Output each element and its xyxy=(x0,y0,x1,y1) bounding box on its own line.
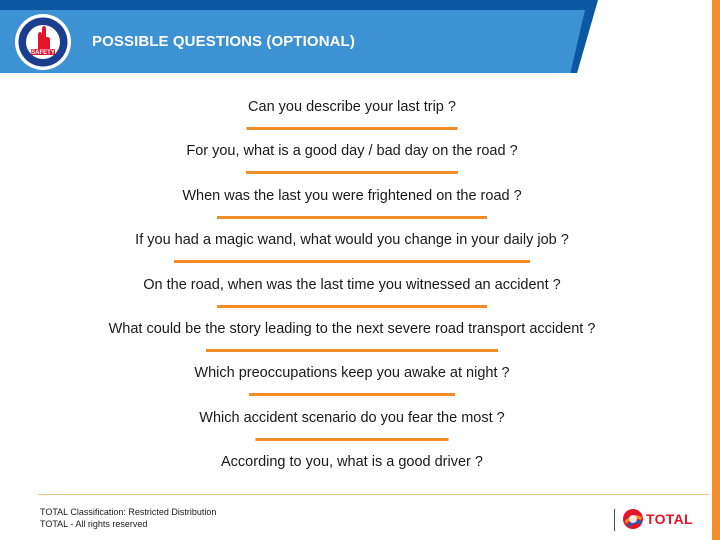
badge-label: SAFETY xyxy=(31,50,55,56)
question-item xyxy=(0,319,704,363)
total-logo-icon xyxy=(622,508,644,530)
question-text: Which preoccupations keep you awake at night ? xyxy=(194,365,510,382)
question-underline xyxy=(249,393,455,396)
question-underline xyxy=(174,260,530,263)
total-logo-word: TOTAL xyxy=(646,511,693,527)
side-accent-strip xyxy=(712,0,720,540)
question-text: According to you, what is a good driver ? xyxy=(221,454,483,471)
total-logo xyxy=(622,508,702,530)
footer-separator xyxy=(614,509,615,531)
question-underline xyxy=(256,438,449,441)
question-item xyxy=(0,230,704,274)
question-item xyxy=(0,97,704,141)
question-text: Which accident scenario do you fear the most ? xyxy=(199,409,505,426)
question-underline xyxy=(247,127,458,130)
footer-divider xyxy=(38,494,710,495)
question-underline xyxy=(246,171,458,174)
question-text: Can you describe your last trip ? xyxy=(248,99,456,115)
page-title: POSSIBLE QUESTIONS (OPTIONAL) xyxy=(92,33,355,50)
question-item xyxy=(0,363,704,407)
question-text: When was the last you were frightened on the road ? xyxy=(182,187,522,204)
question-item xyxy=(0,452,704,496)
safety-hand-badge-icon xyxy=(14,13,72,71)
question-item xyxy=(0,275,704,319)
question-underline xyxy=(217,305,487,308)
classification-label: TOTAL Classification: Restricted Distribution xyxy=(40,507,217,517)
question-item xyxy=(0,408,704,452)
question-text: If you had a magic wand, what would you change in your daily job ? xyxy=(135,232,569,249)
footer-notice xyxy=(40,506,216,530)
question-underline xyxy=(206,349,498,352)
question-underline xyxy=(217,216,487,219)
question-list xyxy=(0,97,704,497)
question-text: For you, what is a good day / bad day on the road ? xyxy=(186,143,518,160)
question-item xyxy=(0,186,704,230)
question-text: What could be the story leading to the next severe road transport accident ? xyxy=(108,320,596,337)
question-text: On the road, when was the last time you witnessed an accident ? xyxy=(143,276,561,293)
rights-label: TOTAL - All rights reserved xyxy=(40,519,148,529)
question-item xyxy=(0,141,704,185)
